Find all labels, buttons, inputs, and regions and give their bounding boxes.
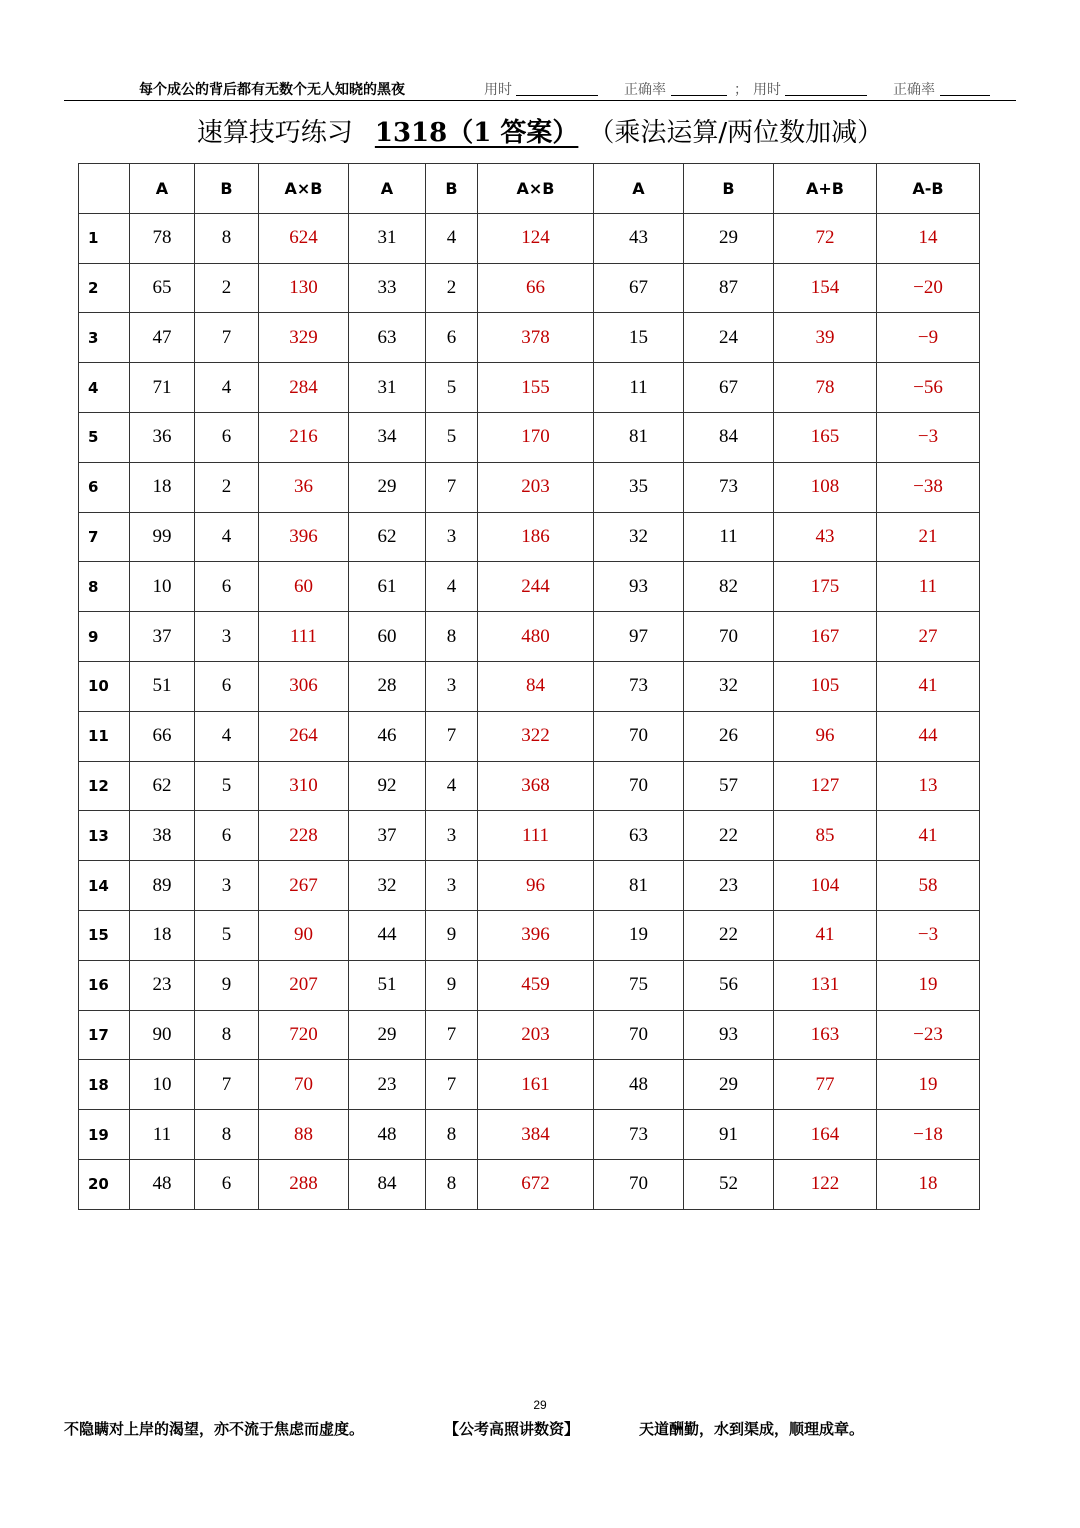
operand-cell: 29	[349, 1010, 426, 1060]
operand-cell: 84	[349, 1159, 426, 1209]
operand-cell: 31	[349, 363, 426, 413]
table-row	[79, 612, 980, 662]
table-row	[79, 861, 980, 911]
answer-cell: 11	[877, 562, 980, 612]
answer-cell: 84	[478, 661, 594, 711]
operand-cell: 18	[130, 462, 195, 512]
answer-cell: 396	[259, 512, 349, 562]
row-number: 11	[79, 711, 130, 761]
row-number: 1	[79, 213, 130, 263]
operand-cell: 93	[684, 1010, 774, 1060]
operand-cell: 84	[684, 412, 774, 462]
page-title	[0, 112, 1080, 149]
operand-cell: 2	[426, 263, 478, 313]
answer-cell: 175	[774, 562, 877, 612]
table-row	[79, 1060, 980, 1110]
operand-cell: 91	[684, 1110, 774, 1160]
answer-cell: 77	[774, 1060, 877, 1110]
row-number: 19	[79, 1110, 130, 1160]
table-row	[79, 960, 980, 1010]
answer-cell: 186	[478, 512, 594, 562]
row-number: 7	[79, 512, 130, 562]
answer-cell: 19	[877, 1060, 980, 1110]
operand-cell: 11	[684, 512, 774, 562]
operand-cell: 48	[594, 1060, 684, 1110]
operand-cell: 23	[130, 960, 195, 1010]
answer-cell: 284	[259, 363, 349, 413]
operand-cell: 61	[349, 562, 426, 612]
time-label-2: 用时	[753, 82, 781, 98]
column-header	[79, 164, 130, 214]
operand-cell: 4	[426, 213, 478, 263]
row-number: 2	[79, 263, 130, 313]
operand-cell: 10	[130, 562, 195, 612]
row-number: 6	[79, 462, 130, 512]
answer-cell: 130	[259, 263, 349, 313]
operand-cell: 8	[195, 1110, 259, 1160]
answer-cell: 124	[478, 213, 594, 263]
table-row	[79, 1159, 980, 1209]
answer-cell: 111	[259, 612, 349, 662]
title-subtitle: （乘法运算/两位数加减）	[588, 118, 884, 148]
column-header: B	[426, 164, 478, 214]
operand-cell: 22	[684, 811, 774, 861]
operand-cell: 19	[594, 910, 684, 960]
answer-cell: 264	[259, 711, 349, 761]
answer-cell: 41	[877, 661, 980, 711]
answer-cell: 480	[478, 612, 594, 662]
answer-cell: 21	[877, 512, 980, 562]
operand-cell: 8	[426, 612, 478, 662]
operand-cell: 37	[349, 811, 426, 861]
operand-cell: 8	[426, 1159, 478, 1209]
answer-cell: 720	[259, 1010, 349, 1060]
table-row	[79, 363, 980, 413]
answer-cell: 122	[774, 1159, 877, 1209]
answer-cell: 170	[478, 412, 594, 462]
answer-cell: 36	[259, 462, 349, 512]
answer-cell: −56	[877, 363, 980, 413]
answer-cell: 203	[478, 1010, 594, 1060]
row-number: 5	[79, 412, 130, 462]
answer-cell: 161	[478, 1060, 594, 1110]
column-header: A	[594, 164, 684, 214]
operand-cell: 35	[594, 462, 684, 512]
table-row	[79, 661, 980, 711]
table-body	[79, 213, 980, 1209]
answer-cell: 384	[478, 1110, 594, 1160]
operand-cell: 37	[130, 612, 195, 662]
title-number: 1318（1 答案）	[374, 118, 579, 148]
answer-cell: 459	[478, 960, 594, 1010]
answer-cell: 72	[774, 213, 877, 263]
column-header: A×B	[478, 164, 594, 214]
table-row	[79, 1010, 980, 1060]
operand-cell: 6	[195, 562, 259, 612]
answer-cell: 167	[774, 612, 877, 662]
operand-cell: 7	[426, 711, 478, 761]
answer-cell: −38	[877, 462, 980, 512]
operand-cell: 60	[349, 612, 426, 662]
title-lead: 速算技巧练习	[196, 118, 353, 148]
answer-cell: 66	[478, 263, 594, 313]
row-number: 3	[79, 313, 130, 363]
operand-cell: 66	[130, 711, 195, 761]
answer-cell: 207	[259, 960, 349, 1010]
operand-cell: 46	[349, 711, 426, 761]
operand-cell: 73	[684, 462, 774, 512]
operand-cell: 4	[426, 761, 478, 811]
operand-cell: 73	[594, 1110, 684, 1160]
operand-cell: 8	[426, 1110, 478, 1160]
answer-cell: 368	[478, 761, 594, 811]
operand-cell: 82	[684, 562, 774, 612]
answer-cell: 672	[478, 1159, 594, 1209]
operand-cell: 75	[594, 960, 684, 1010]
table-row	[79, 910, 980, 960]
operand-cell: 5	[426, 412, 478, 462]
page-number: 29	[533, 1398, 547, 1412]
column-header: A	[130, 164, 195, 214]
operand-cell: 47	[130, 313, 195, 363]
operand-cell: 10	[130, 1060, 195, 1110]
operand-cell: 92	[349, 761, 426, 811]
answer-cell: 228	[259, 811, 349, 861]
operand-cell: 3	[426, 512, 478, 562]
row-number: 13	[79, 811, 130, 861]
footer-left-text: 不隐瞒对上岸的渴望，亦不流于焦虑而虚度。	[64, 1420, 365, 1438]
operand-cell: 62	[130, 761, 195, 811]
table-header-row	[79, 164, 980, 214]
header-rule	[64, 100, 1016, 101]
operand-cell: 9	[426, 910, 478, 960]
operand-cell: 99	[130, 512, 195, 562]
column-header: B	[195, 164, 259, 214]
answer-cell: −3	[877, 910, 980, 960]
operand-cell: 32	[594, 512, 684, 562]
column-header: A×B	[259, 164, 349, 214]
operand-cell: 70	[594, 711, 684, 761]
operand-cell: 8	[195, 213, 259, 263]
operand-cell: 7	[426, 462, 478, 512]
answer-cell: 216	[259, 412, 349, 462]
answer-cell: 58	[877, 861, 980, 911]
operand-cell: 38	[130, 811, 195, 861]
operand-cell: 51	[130, 661, 195, 711]
operand-cell: 57	[684, 761, 774, 811]
operand-cell: 11	[130, 1110, 195, 1160]
row-number: 12	[79, 761, 130, 811]
row-number: 10	[79, 661, 130, 711]
operand-cell: 29	[684, 213, 774, 263]
answer-cell: 396	[478, 910, 594, 960]
answer-cell: 43	[774, 512, 877, 562]
answer-cell: 104	[774, 861, 877, 911]
operand-cell: 7	[195, 313, 259, 363]
operand-cell: 11	[594, 363, 684, 413]
row-number: 17	[79, 1010, 130, 1060]
operand-cell: 5	[426, 363, 478, 413]
answer-cell: 164	[774, 1110, 877, 1160]
operand-cell: 3	[195, 861, 259, 911]
operand-cell: 31	[349, 213, 426, 263]
operand-cell: 62	[349, 512, 426, 562]
operand-cell: 33	[349, 263, 426, 313]
answer-cell: 310	[259, 761, 349, 811]
row-number: 4	[79, 363, 130, 413]
table-row	[79, 213, 980, 263]
operand-cell: 3	[426, 811, 478, 861]
operand-cell: 28	[349, 661, 426, 711]
operand-cell: 22	[684, 910, 774, 960]
time-blank-2	[785, 95, 867, 96]
table-row	[79, 1110, 980, 1160]
answer-cell: 127	[774, 761, 877, 811]
operand-cell: 26	[684, 711, 774, 761]
table-row	[79, 313, 980, 363]
answer-cell: 155	[478, 363, 594, 413]
answer-cell: 131	[774, 960, 877, 1010]
time-blank-1	[516, 95, 598, 96]
operand-cell: 4	[195, 363, 259, 413]
operand-cell: 6	[195, 412, 259, 462]
operand-cell: 8	[195, 1010, 259, 1060]
operand-cell: 36	[130, 412, 195, 462]
accuracy-label-2: 正确率	[893, 82, 935, 98]
accuracy-label-1: 正确率	[624, 82, 666, 98]
answer-cell: 203	[478, 462, 594, 512]
answer-cell: 96	[478, 861, 594, 911]
operand-cell: 24	[684, 313, 774, 363]
column-header: A-B	[877, 164, 980, 214]
operand-cell: 6	[195, 1159, 259, 1209]
column-header: A+B	[774, 164, 877, 214]
operand-cell: 29	[349, 462, 426, 512]
operand-cell: 44	[349, 910, 426, 960]
operand-cell: 97	[594, 612, 684, 662]
operand-cell: 67	[684, 363, 774, 413]
operand-cell: 71	[130, 363, 195, 413]
operand-cell: 4	[195, 512, 259, 562]
row-number: 18	[79, 1060, 130, 1110]
answer-cell: 85	[774, 811, 877, 861]
operand-cell: 56	[684, 960, 774, 1010]
table-row	[79, 462, 980, 512]
operand-cell: 73	[594, 661, 684, 711]
row-number: 14	[79, 861, 130, 911]
time-label-1: 用时	[484, 82, 512, 98]
row-number: 15	[79, 910, 130, 960]
operand-cell: 5	[195, 910, 259, 960]
operand-cell: 81	[594, 861, 684, 911]
operand-cell: 89	[130, 861, 195, 911]
row-number: 16	[79, 960, 130, 1010]
operand-cell: 5	[195, 761, 259, 811]
operand-cell: 9	[426, 960, 478, 1010]
operand-cell: 70	[594, 1010, 684, 1060]
operand-cell: 87	[684, 263, 774, 313]
answer-cell: −23	[877, 1010, 980, 1060]
operand-cell: 63	[349, 313, 426, 363]
operand-cell: 70	[684, 612, 774, 662]
table-row	[79, 811, 980, 861]
operand-cell: 7	[426, 1060, 478, 1110]
answer-cell: 244	[478, 562, 594, 612]
answer-cell: −18	[877, 1110, 980, 1160]
answer-cell: 39	[774, 313, 877, 363]
table-row	[79, 512, 980, 562]
operand-cell: 15	[594, 313, 684, 363]
answer-cell: 78	[774, 363, 877, 413]
operand-cell: 9	[195, 960, 259, 1010]
column-header: A	[349, 164, 426, 214]
operand-cell: 7	[426, 1010, 478, 1060]
answer-cell: 88	[259, 1110, 349, 1160]
answer-cell: 154	[774, 263, 877, 313]
answer-cell: 13	[877, 761, 980, 811]
table-row	[79, 412, 980, 462]
operand-cell: 51	[349, 960, 426, 1010]
operand-cell: 70	[594, 761, 684, 811]
table-row	[79, 761, 980, 811]
answer-cell: 111	[478, 811, 594, 861]
operand-cell: 65	[130, 263, 195, 313]
operand-cell: 63	[594, 811, 684, 861]
answer-cell: 41	[774, 910, 877, 960]
operand-cell: 32	[349, 861, 426, 911]
operand-cell: 18	[130, 910, 195, 960]
operand-cell: 34	[349, 412, 426, 462]
answer-cell: 27	[877, 612, 980, 662]
operand-cell: 81	[594, 412, 684, 462]
answer-cell: 70	[259, 1060, 349, 1110]
operand-cell: 6	[426, 313, 478, 363]
operand-cell: 4	[195, 711, 259, 761]
answer-cell: 165	[774, 412, 877, 462]
operand-cell: 23	[349, 1060, 426, 1110]
answer-cell: −20	[877, 263, 980, 313]
answer-cell: 96	[774, 711, 877, 761]
operand-cell: 2	[195, 263, 259, 313]
operand-cell: 67	[594, 263, 684, 313]
operand-cell: 3	[195, 612, 259, 662]
operand-cell: 48	[130, 1159, 195, 1209]
operand-cell: 3	[426, 661, 478, 711]
operand-cell: 3	[426, 861, 478, 911]
answer-cell: 378	[478, 313, 594, 363]
table-row	[79, 562, 980, 612]
header-separator: ；	[734, 82, 748, 98]
answer-cell: 267	[259, 861, 349, 911]
operand-cell: 90	[130, 1010, 195, 1060]
answer-cell: 329	[259, 313, 349, 363]
operand-cell: 48	[349, 1110, 426, 1160]
operand-cell: 7	[195, 1060, 259, 1110]
answer-cell: 19	[877, 960, 980, 1010]
operand-cell: 6	[195, 811, 259, 861]
answer-cell: 90	[259, 910, 349, 960]
answer-cell: 60	[259, 562, 349, 612]
answer-cell: 288	[259, 1159, 349, 1209]
operand-cell: 78	[130, 213, 195, 263]
header	[64, 76, 1016, 100]
row-number: 8	[79, 562, 130, 612]
row-number: 9	[79, 612, 130, 662]
answer-cell: 44	[877, 711, 980, 761]
accuracy-blank-2	[940, 95, 990, 96]
accuracy-blank-1	[671, 95, 727, 96]
answer-cell: 41	[877, 811, 980, 861]
answer-cell: 18	[877, 1159, 980, 1209]
answer-cell: 14	[877, 213, 980, 263]
answer-cell: 624	[259, 213, 349, 263]
table-row	[79, 263, 980, 313]
header-motto: 每个成公的背后都有无数个无人知晓的黑夜	[139, 82, 405, 98]
answer-cell: −9	[877, 313, 980, 363]
operand-cell: 2	[195, 462, 259, 512]
operand-cell: 32	[684, 661, 774, 711]
operand-cell: 29	[684, 1060, 774, 1110]
footer-right-text: 天道酬勤，水到渠成，顺理成章。	[639, 1420, 865, 1438]
operand-cell: 93	[594, 562, 684, 612]
exercise-table	[78, 163, 980, 1210]
answer-cell: 108	[774, 462, 877, 512]
row-number: 20	[79, 1159, 130, 1209]
answer-cell: 105	[774, 661, 877, 711]
operand-cell: 4	[426, 562, 478, 612]
operand-cell: 6	[195, 661, 259, 711]
operand-cell: 43	[594, 213, 684, 263]
operand-cell: 23	[684, 861, 774, 911]
answer-cell: 163	[774, 1010, 877, 1060]
answer-cell: −3	[877, 412, 980, 462]
table-row	[79, 711, 980, 761]
operand-cell: 52	[684, 1159, 774, 1209]
column-header: B	[684, 164, 774, 214]
answer-cell: 306	[259, 661, 349, 711]
footer-center-text: 【公考高照讲数资】	[444, 1420, 580, 1438]
answer-cell: 322	[478, 711, 594, 761]
operand-cell: 70	[594, 1159, 684, 1209]
